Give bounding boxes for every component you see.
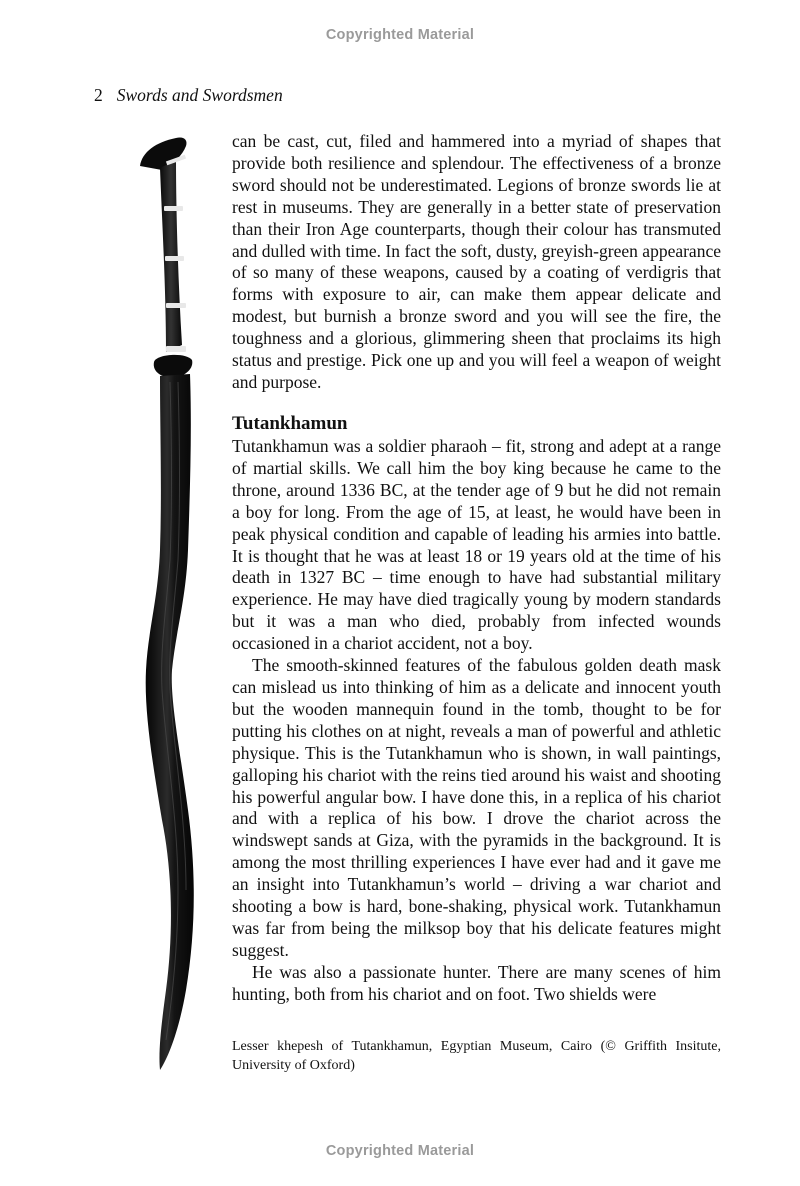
body-paragraph: Tutankhamun was a soldier pharaoh – fit, strong and adept at a range of martial skills. We call him the boy king because he came to the throne, around 1336 BC, at the tender age of 9 but he did not remain a boy for long. From the age of 15, at least, he would have been in peak physical condition and capable of leading his armies into battle. It is thought that he was at least 18 or 19 years old at the time of his death in 1327 BC – time enough to have had substantial military experience. He may have died tragically young by modern standards but it was a man who died, probably from infected wounds occasioned in a chariot accident, not a boy. [232, 436, 721, 654]
figure-caption: Lesser khepesh of Tutankhamun, Egyptian Museum, Cairo (© Griffith Insitute, University of Oxford) [232, 1039, 721, 1073]
running-head [94, 84, 283, 106]
copyright-watermark-bottom: Copyrighted Material [325, 1143, 475, 1159]
section-heading: Tutankhamun [232, 413, 348, 434]
page-number: 2 [94, 85, 103, 105]
khepesh-sword-image [120, 130, 230, 1080]
running-title: Swords and Swordsmen [116, 85, 283, 105]
tutankhamun-section [232, 412, 721, 1006]
intro-paragraph-block [232, 131, 721, 394]
copyright-watermark-top: Copyrighted Material [325, 27, 475, 43]
body-paragraph: He was also a passionate hunter. There are many scenes of him hunting, both from his chariot and on foot. Two shields were [232, 961, 721, 1004]
body-paragraph: can be cast, cut, filed and hammered into a myriad of shapes that provide both resilience and splendour. The effectiveness of a bronze sword should not be underestimated. Legions of bronze swords lie at rest in museums. They are generally in a better state of preservation than their Iron Age counterparts, though their colour has transmuted and dulled with time. In fact the soft, dusty, greyish-green appearance of so many of these weapons, caused by a coating of verdigris that forms with exposure to air, can make them appear delicate and modest, but burnish a bronze sword and you will see the fire, the toughness and a glorious, glimmering sheen that proclaims its high status and prestige. Pick one up and you will feel a weapon of weight and purpose. [232, 131, 721, 392]
sword-blade [146, 374, 194, 1070]
body-paragraph: The smooth-skinned features of the fabulous golden death mask can mislead us into thinking of him as a delicate and innocent youth but the wooden mannequin found in the tomb, thought to be for putting his clothes on at night, reveals a man of powerful and athletic physique. This is the Tutankhamun who is shown, in wall paintings, galloping his chariot with the reins tied around his waist and shooting his powerful angular bow. I have done this, in a replica of his chariot and with a replica of his bow. I drove the chariot across the windswept sands at Giza, with the pyramids in the background. It is among the most thrilling experiences I have ever had and it gave me an insight into Tutankhamun’s world – driving a war chariot and shooting a bow is hard, bone-shaking, physical work. Tutankhamun was far from being the milksop boy that his delicate features might suggest. [232, 655, 721, 960]
sword-pommel [140, 137, 187, 170]
